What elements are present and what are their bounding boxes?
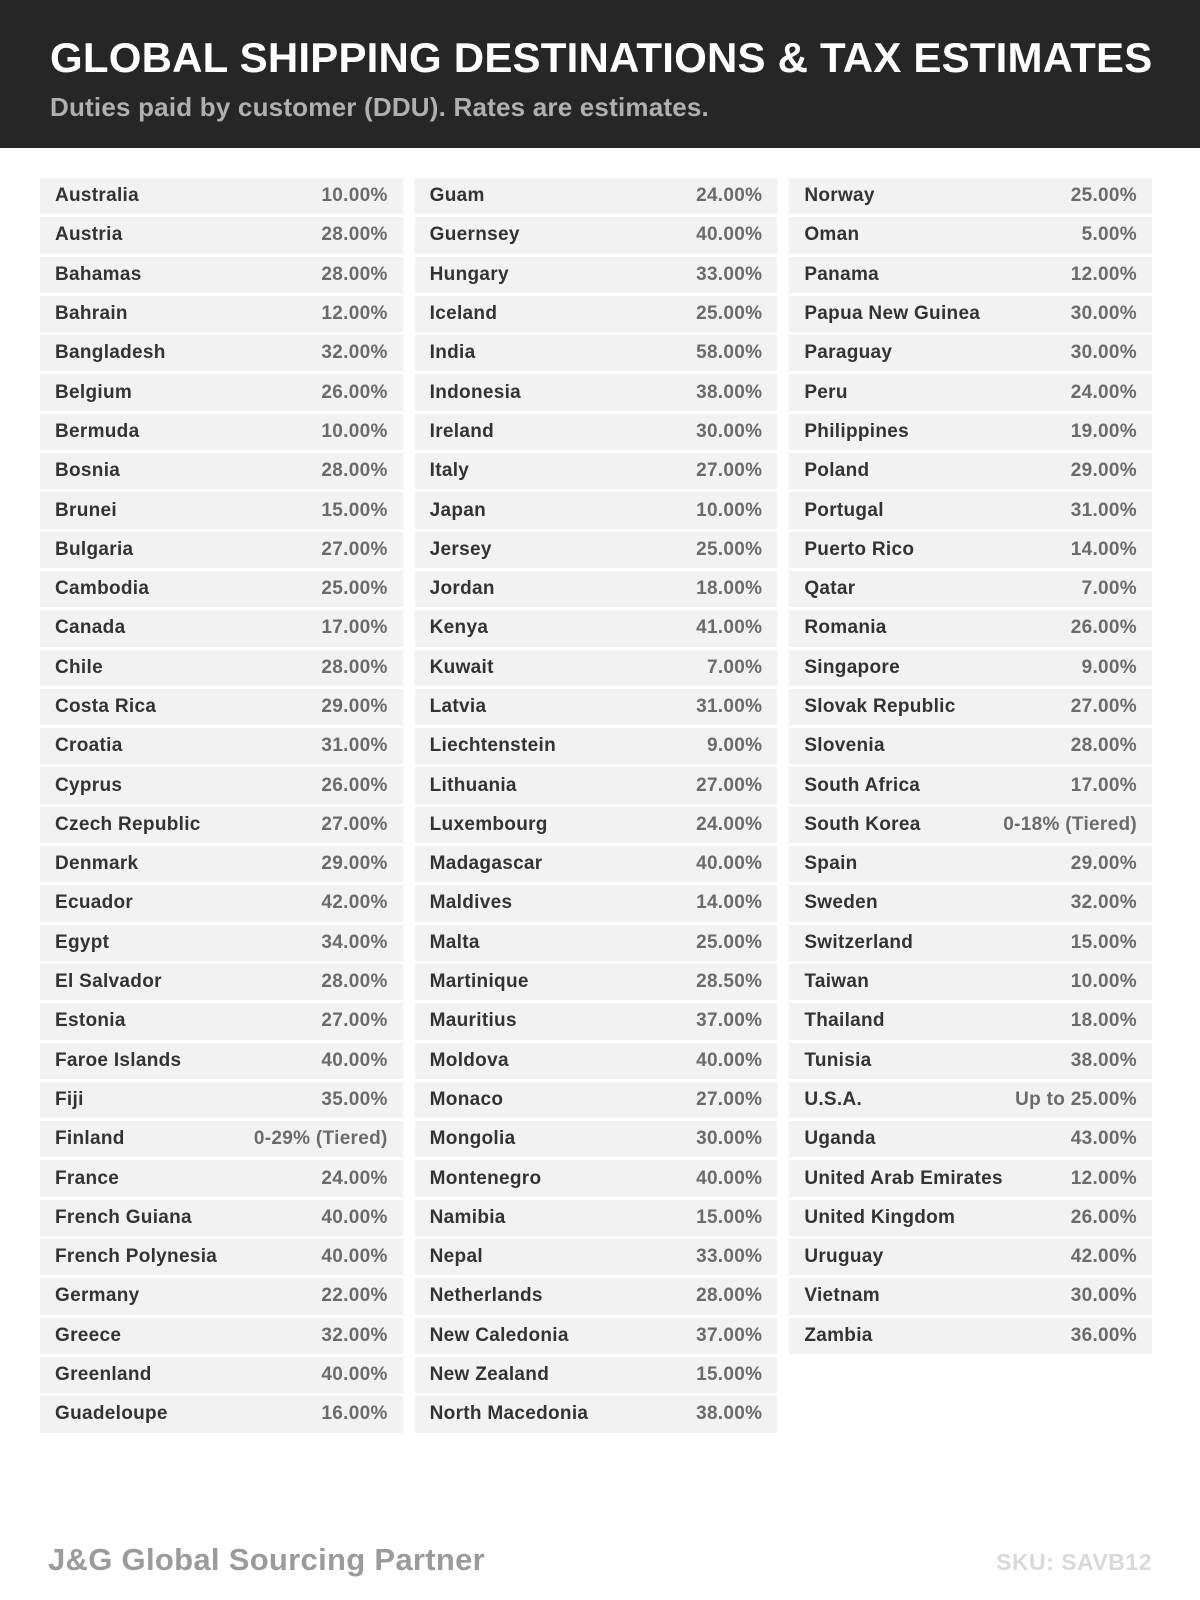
table-row bbox=[40, 1278, 403, 1314]
tax-rate-value: 15.00% bbox=[696, 1364, 763, 1386]
tax-rate-value: 22.00% bbox=[321, 1285, 388, 1307]
country-name: Philippines bbox=[804, 420, 909, 442]
table-row bbox=[789, 925, 1152, 961]
country-name: Guadeloupe bbox=[55, 1403, 168, 1425]
tax-rate-value: 27.00% bbox=[696, 774, 763, 796]
tax-rate-value: 33.00% bbox=[696, 1246, 763, 1268]
table-row bbox=[789, 767, 1152, 803]
table-row bbox=[415, 610, 778, 646]
tax-rate-value: 28.00% bbox=[1070, 735, 1137, 757]
table-row bbox=[415, 1121, 778, 1157]
country-name: Oman bbox=[804, 224, 860, 246]
country-name: Taiwan bbox=[804, 971, 870, 993]
country-name: Zambia bbox=[804, 1324, 873, 1346]
country-name: Austria bbox=[55, 224, 123, 246]
tax-rate-value: 29.00% bbox=[1070, 460, 1137, 482]
table-row bbox=[415, 296, 778, 332]
tax-rate-value: 35.00% bbox=[321, 1088, 388, 1110]
tax-rate-value: 0-29% (Tiered) bbox=[253, 1128, 388, 1150]
country-name: Panama bbox=[804, 263, 880, 285]
country-name: Liechtenstein bbox=[429, 735, 557, 757]
table-row bbox=[789, 257, 1152, 293]
country-name: Belgium bbox=[55, 381, 133, 403]
table-row bbox=[40, 1121, 403, 1157]
country-name: France bbox=[55, 1167, 120, 1189]
country-name: Denmark bbox=[55, 853, 139, 875]
tax-rate-value: 27.00% bbox=[1070, 696, 1137, 717]
tax-rate-value: 34.00% bbox=[321, 931, 388, 953]
sku-label: SKU: SAVB12 bbox=[996, 1549, 1152, 1575]
country-name: India bbox=[429, 342, 476, 364]
rates-table bbox=[40, 178, 1152, 1433]
country-name: Netherlands bbox=[429, 1285, 543, 1307]
table-row bbox=[40, 1357, 403, 1393]
country-name: Iceland bbox=[429, 303, 498, 325]
tax-rate-value: 16.00% bbox=[321, 1403, 388, 1425]
country-name: Uganda bbox=[804, 1128, 876, 1150]
table-row bbox=[40, 374, 403, 410]
country-name: Croatia bbox=[55, 735, 123, 757]
table-row bbox=[415, 885, 778, 921]
country-name: Guernsey bbox=[429, 224, 520, 246]
tax-rate-value: 28.00% bbox=[696, 1285, 763, 1307]
table-row bbox=[415, 846, 778, 882]
tax-rate-value: 28.00% bbox=[321, 224, 388, 246]
table-row bbox=[415, 1082, 778, 1118]
tax-rate-value: 40.00% bbox=[696, 1167, 763, 1189]
tax-rate-value: 40.00% bbox=[321, 1364, 388, 1386]
country-name: Madagascar bbox=[429, 853, 543, 875]
country-name: Greece bbox=[55, 1324, 122, 1346]
tax-rate-value: 29.00% bbox=[1070, 853, 1137, 875]
country-name: Kuwait bbox=[429, 656, 494, 678]
table-row bbox=[40, 728, 403, 764]
tax-rate-value: 32.00% bbox=[321, 342, 388, 364]
country-name: South Korea bbox=[804, 813, 921, 835]
table-row bbox=[40, 885, 403, 921]
table-row bbox=[415, 571, 778, 607]
country-name: Fiji bbox=[55, 1088, 84, 1110]
tax-rate-value: 58.00% bbox=[696, 342, 763, 364]
tax-rate-value: 28.00% bbox=[321, 656, 388, 678]
country-name: Czech Republic bbox=[55, 813, 201, 835]
country-name: Bulgaria bbox=[55, 538, 134, 560]
country-name: Vietnam bbox=[804, 1285, 880, 1307]
country-name: Switzerland bbox=[804, 931, 914, 953]
country-name: Poland bbox=[804, 460, 870, 482]
country-name: Greenland bbox=[55, 1364, 152, 1386]
country-name: Tunisia bbox=[804, 1049, 872, 1071]
country-name: Qatar bbox=[804, 578, 856, 600]
table-row bbox=[789, 1318, 1152, 1354]
table-row bbox=[40, 610, 403, 646]
tax-rate-value: 9.00% bbox=[1081, 656, 1137, 678]
rates-column-3 bbox=[789, 178, 1152, 1354]
country-name: Kenya bbox=[429, 617, 489, 639]
table-row bbox=[40, 846, 403, 882]
country-name: Guam bbox=[429, 185, 485, 207]
tax-rate-value: 42.00% bbox=[321, 892, 388, 914]
page-title: GLOBAL SHIPPING DESTINATIONS & TAX ESTIMATES bbox=[50, 34, 1153, 81]
country-name: Hungary bbox=[429, 263, 509, 285]
tax-rate-value: 14.00% bbox=[1070, 538, 1137, 560]
table-row bbox=[789, 885, 1152, 921]
table-row bbox=[415, 650, 778, 686]
country-name: Thailand bbox=[804, 1010, 885, 1032]
country-name: Slovenia bbox=[804, 735, 885, 757]
table-row bbox=[415, 532, 778, 568]
country-name: United Arab Emirates bbox=[804, 1167, 1003, 1189]
table-row bbox=[40, 1160, 403, 1196]
tax-rate-value: 30.00% bbox=[696, 420, 763, 442]
country-name: Cyprus bbox=[55, 774, 123, 796]
country-name: Faroe Islands bbox=[55, 1049, 182, 1071]
tax-rate-value: 24.00% bbox=[1070, 381, 1137, 403]
table-row bbox=[415, 767, 778, 803]
tax-rate-value: 33.00% bbox=[696, 263, 763, 285]
country-name: Bangladesh bbox=[55, 342, 166, 364]
table-row bbox=[415, 374, 778, 410]
country-name: Spain bbox=[804, 853, 858, 875]
tax-rate-value: 40.00% bbox=[696, 224, 763, 246]
tax-rate-value: 24.00% bbox=[696, 185, 763, 207]
country-name: North Macedonia bbox=[429, 1403, 589, 1425]
country-name: Australia bbox=[55, 185, 140, 207]
table-row bbox=[789, 335, 1152, 371]
table-row bbox=[789, 846, 1152, 882]
tax-rate-value: 12.00% bbox=[1070, 263, 1137, 285]
table-row bbox=[40, 1318, 403, 1354]
country-name: Italy bbox=[429, 460, 470, 482]
table-row bbox=[40, 1239, 403, 1275]
table-row bbox=[415, 414, 778, 450]
tax-rate-value: 28.00% bbox=[321, 460, 388, 482]
tax-rate-value: 32.00% bbox=[321, 1324, 388, 1346]
table-row bbox=[415, 1160, 778, 1196]
country-name: Indonesia bbox=[429, 381, 522, 403]
country-name: Slovak Republic bbox=[804, 696, 956, 717]
tax-rate-value: 10.00% bbox=[321, 185, 388, 207]
country-name: South Africa bbox=[804, 774, 921, 796]
country-name: Canada bbox=[55, 617, 126, 639]
table-row bbox=[789, 492, 1152, 528]
table-row bbox=[415, 217, 778, 253]
tax-rate-value: 40.00% bbox=[696, 853, 763, 875]
tax-rate-value: 37.00% bbox=[696, 1010, 763, 1032]
tax-rate-value: 40.00% bbox=[696, 1049, 763, 1071]
tax-rate-value: 40.00% bbox=[321, 1206, 388, 1228]
country-name: U.S.A. bbox=[804, 1088, 863, 1110]
country-name: Lithuania bbox=[429, 774, 517, 796]
tax-rate-value: 24.00% bbox=[696, 813, 763, 835]
table-row bbox=[415, 335, 778, 371]
country-name: Bahamas bbox=[55, 263, 142, 285]
country-name: Jordan bbox=[429, 578, 495, 600]
tax-rate-value: 15.00% bbox=[696, 1206, 763, 1228]
tax-rate-value: 10.00% bbox=[1070, 971, 1137, 993]
country-name: El Salvador bbox=[55, 971, 162, 993]
table-row bbox=[415, 1003, 778, 1039]
tax-rate-value: 17.00% bbox=[1070, 774, 1137, 796]
tax-rate-value: 12.00% bbox=[321, 303, 388, 325]
country-name: Uruguay bbox=[804, 1246, 884, 1268]
tax-rate-value: 25.00% bbox=[321, 578, 388, 600]
country-name: French Guiana bbox=[55, 1206, 192, 1228]
country-name: Martinique bbox=[429, 971, 529, 993]
tax-rate-value: 38.00% bbox=[1070, 1049, 1137, 1071]
tax-rate-value: 28.50% bbox=[696, 971, 763, 993]
table-row bbox=[40, 1200, 403, 1236]
table-row bbox=[789, 1082, 1152, 1118]
country-name: Egypt bbox=[55, 931, 110, 953]
tax-rate-value: 30.00% bbox=[1070, 342, 1137, 364]
country-name: Moldova bbox=[429, 1049, 509, 1071]
tax-rate-value: 42.00% bbox=[1070, 1246, 1137, 1268]
table-row bbox=[789, 217, 1152, 253]
tax-rate-value: 27.00% bbox=[696, 460, 763, 482]
country-name: Japan bbox=[429, 499, 487, 521]
table-row bbox=[789, 374, 1152, 410]
tax-rate-value: 26.00% bbox=[1070, 1206, 1137, 1228]
country-name: Nepal bbox=[429, 1246, 483, 1268]
table-row bbox=[415, 1318, 778, 1354]
tax-rate-value: Up to 25.00% bbox=[1015, 1088, 1137, 1110]
table-row bbox=[415, 807, 778, 843]
tax-rate-value: 7.00% bbox=[1081, 578, 1137, 600]
tax-rate-value: 25.00% bbox=[696, 538, 763, 560]
table-row bbox=[789, 178, 1152, 214]
country-name: Sweden bbox=[804, 892, 878, 914]
country-name: Paraguay bbox=[804, 342, 893, 364]
tax-rate-value: 27.00% bbox=[321, 1010, 388, 1032]
table-row bbox=[40, 1082, 403, 1118]
table-row bbox=[415, 1357, 778, 1393]
table-row bbox=[415, 1200, 778, 1236]
country-name: Costa Rica bbox=[55, 696, 157, 717]
table-row bbox=[40, 925, 403, 961]
table-row bbox=[789, 414, 1152, 450]
table-row bbox=[40, 1003, 403, 1039]
tax-rate-value: 28.00% bbox=[321, 263, 388, 285]
tax-rate-value: 17.00% bbox=[321, 617, 388, 639]
country-name: Papua New Guinea bbox=[804, 303, 981, 325]
table-row bbox=[40, 1396, 403, 1432]
tax-rate-value: 29.00% bbox=[321, 696, 388, 717]
table-row bbox=[40, 964, 403, 1000]
tax-rate-value: 9.00% bbox=[706, 735, 763, 757]
tax-rate-value: 26.00% bbox=[321, 774, 388, 796]
country-name: Malta bbox=[429, 931, 480, 953]
table-row bbox=[415, 1239, 778, 1275]
country-name: Namibia bbox=[429, 1206, 506, 1228]
tax-rate-value: 0-18% (Tiered) bbox=[1003, 813, 1137, 835]
table-row bbox=[40, 767, 403, 803]
table-row bbox=[415, 1043, 778, 1079]
table-row bbox=[789, 807, 1152, 843]
tax-rate-value: 27.00% bbox=[321, 538, 388, 560]
tax-rate-value: 29.00% bbox=[321, 853, 388, 875]
tax-rate-value: 36.00% bbox=[1070, 1324, 1137, 1346]
table-row bbox=[40, 178, 403, 214]
country-name: Bahrain bbox=[55, 303, 128, 325]
country-name: Monaco bbox=[429, 1088, 504, 1110]
tax-rate-value: 15.00% bbox=[321, 499, 388, 521]
country-name: Latvia bbox=[429, 696, 487, 717]
table-row bbox=[415, 689, 778, 725]
tax-rate-value: 12.00% bbox=[1070, 1167, 1137, 1189]
country-name: Romania bbox=[804, 617, 887, 639]
table-row bbox=[40, 335, 403, 371]
table-row bbox=[40, 414, 403, 450]
country-name: Singapore bbox=[804, 656, 900, 678]
tax-rate-value: 14.00% bbox=[696, 892, 763, 914]
table-row bbox=[40, 571, 403, 607]
tax-rate-value: 32.00% bbox=[1070, 892, 1137, 914]
country-name: New Caledonia bbox=[429, 1324, 569, 1346]
tax-rate-value: 30.00% bbox=[1070, 1285, 1137, 1307]
tax-rate-value: 38.00% bbox=[696, 1403, 763, 1425]
footer bbox=[0, 1542, 1200, 1578]
table-row bbox=[415, 178, 778, 214]
tax-rate-value: 27.00% bbox=[696, 1088, 763, 1110]
country-name: Peru bbox=[804, 381, 848, 403]
table-row bbox=[40, 492, 403, 528]
table-row bbox=[789, 296, 1152, 332]
country-name: Ecuador bbox=[55, 892, 134, 914]
tax-rate-value: 40.00% bbox=[321, 1246, 388, 1268]
table-row bbox=[40, 296, 403, 332]
country-name: Puerto Rico bbox=[804, 538, 915, 560]
table-row bbox=[789, 610, 1152, 646]
table-row bbox=[789, 964, 1152, 1000]
country-name: Norway bbox=[804, 185, 875, 207]
table-row bbox=[40, 257, 403, 293]
tax-rate-value: 41.00% bbox=[696, 617, 763, 639]
tax-rate-value: 43.00% bbox=[1070, 1128, 1137, 1150]
table-row bbox=[415, 1278, 778, 1314]
table-row bbox=[40, 532, 403, 568]
tax-rate-value: 27.00% bbox=[321, 813, 388, 835]
table-row bbox=[789, 728, 1152, 764]
tax-rate-value: 25.00% bbox=[1070, 185, 1137, 207]
tax-rate-value: 31.00% bbox=[696, 696, 763, 717]
tax-rate-value: 19.00% bbox=[1070, 420, 1137, 442]
rates-column-2 bbox=[415, 178, 778, 1433]
table-row bbox=[789, 571, 1152, 607]
page-subtitle: Duties paid by customer (DDU). Rates are estimates. bbox=[50, 92, 709, 122]
country-name: Ireland bbox=[429, 420, 495, 442]
table-row bbox=[789, 1043, 1152, 1079]
tax-rate-value: 7.00% bbox=[706, 656, 763, 678]
country-name: Mongolia bbox=[429, 1128, 516, 1150]
country-name: Finland bbox=[55, 1128, 125, 1150]
country-name: Jersey bbox=[429, 538, 492, 560]
country-name: Estonia bbox=[55, 1010, 126, 1032]
tax-rate-value: 18.00% bbox=[696, 578, 763, 600]
table-row bbox=[415, 964, 778, 1000]
table-row bbox=[789, 532, 1152, 568]
table-row bbox=[40, 650, 403, 686]
table-row bbox=[415, 728, 778, 764]
table-row bbox=[789, 1003, 1152, 1039]
country-name: Germany bbox=[55, 1285, 140, 1307]
country-name: French Polynesia bbox=[55, 1246, 218, 1268]
tax-rate-value: 5.00% bbox=[1081, 224, 1137, 246]
table-row bbox=[40, 217, 403, 253]
tax-rate-value: 26.00% bbox=[1070, 617, 1137, 639]
table-row bbox=[40, 453, 403, 489]
country-name: Cambodia bbox=[55, 578, 150, 600]
table-row bbox=[789, 1160, 1152, 1196]
country-name: Chile bbox=[55, 656, 103, 678]
tax-rate-value: 26.00% bbox=[321, 381, 388, 403]
tax-rate-value: 10.00% bbox=[321, 420, 388, 442]
table-row bbox=[789, 453, 1152, 489]
table-row bbox=[40, 689, 403, 725]
table-row bbox=[40, 807, 403, 843]
table-row bbox=[789, 1239, 1152, 1275]
country-name: Brunei bbox=[55, 499, 117, 521]
country-name: Bermuda bbox=[55, 420, 140, 442]
table-row bbox=[789, 1200, 1152, 1236]
table-row bbox=[789, 689, 1152, 725]
table-row bbox=[789, 650, 1152, 686]
table-row bbox=[415, 925, 778, 961]
tax-rate-value: 25.00% bbox=[696, 931, 763, 953]
tax-rate-value: 18.00% bbox=[1070, 1010, 1137, 1032]
country-name: New Zealand bbox=[429, 1364, 550, 1386]
tax-rate-value: 30.00% bbox=[1070, 303, 1137, 325]
table-row bbox=[415, 492, 778, 528]
tax-rate-value: 40.00% bbox=[321, 1049, 388, 1071]
tax-rate-value: 25.00% bbox=[696, 303, 763, 325]
country-name: Portugal bbox=[804, 499, 884, 521]
tax-rate-value: 38.00% bbox=[696, 381, 763, 403]
tax-rate-value: 10.00% bbox=[696, 499, 763, 521]
country-name: United Kingdom bbox=[804, 1206, 956, 1228]
table-row bbox=[789, 1121, 1152, 1157]
rates-column-1 bbox=[40, 178, 403, 1433]
table-row bbox=[789, 1278, 1152, 1314]
tax-rate-value: 30.00% bbox=[696, 1128, 763, 1150]
tax-rate-value: 31.00% bbox=[1070, 499, 1137, 521]
table-row bbox=[415, 1396, 778, 1432]
tax-rate-value: 28.00% bbox=[321, 971, 388, 993]
tax-rate-value: 31.00% bbox=[321, 735, 388, 757]
table-row bbox=[40, 1043, 403, 1079]
brand-name: J&G Global Sourcing Partner bbox=[48, 1542, 486, 1577]
tax-rate-value: 24.00% bbox=[321, 1167, 388, 1189]
country-name: Mauritius bbox=[429, 1010, 517, 1032]
tax-rate-value: 37.00% bbox=[696, 1324, 763, 1346]
header-banner bbox=[0, 0, 1200, 148]
tax-rate-value: 15.00% bbox=[1070, 931, 1137, 953]
country-name: Luxembourg bbox=[429, 813, 548, 835]
country-name: Montenegro bbox=[429, 1167, 542, 1189]
table-row bbox=[415, 257, 778, 293]
country-name: Maldives bbox=[429, 892, 513, 914]
country-name: Bosnia bbox=[55, 460, 121, 482]
table-row bbox=[415, 453, 778, 489]
